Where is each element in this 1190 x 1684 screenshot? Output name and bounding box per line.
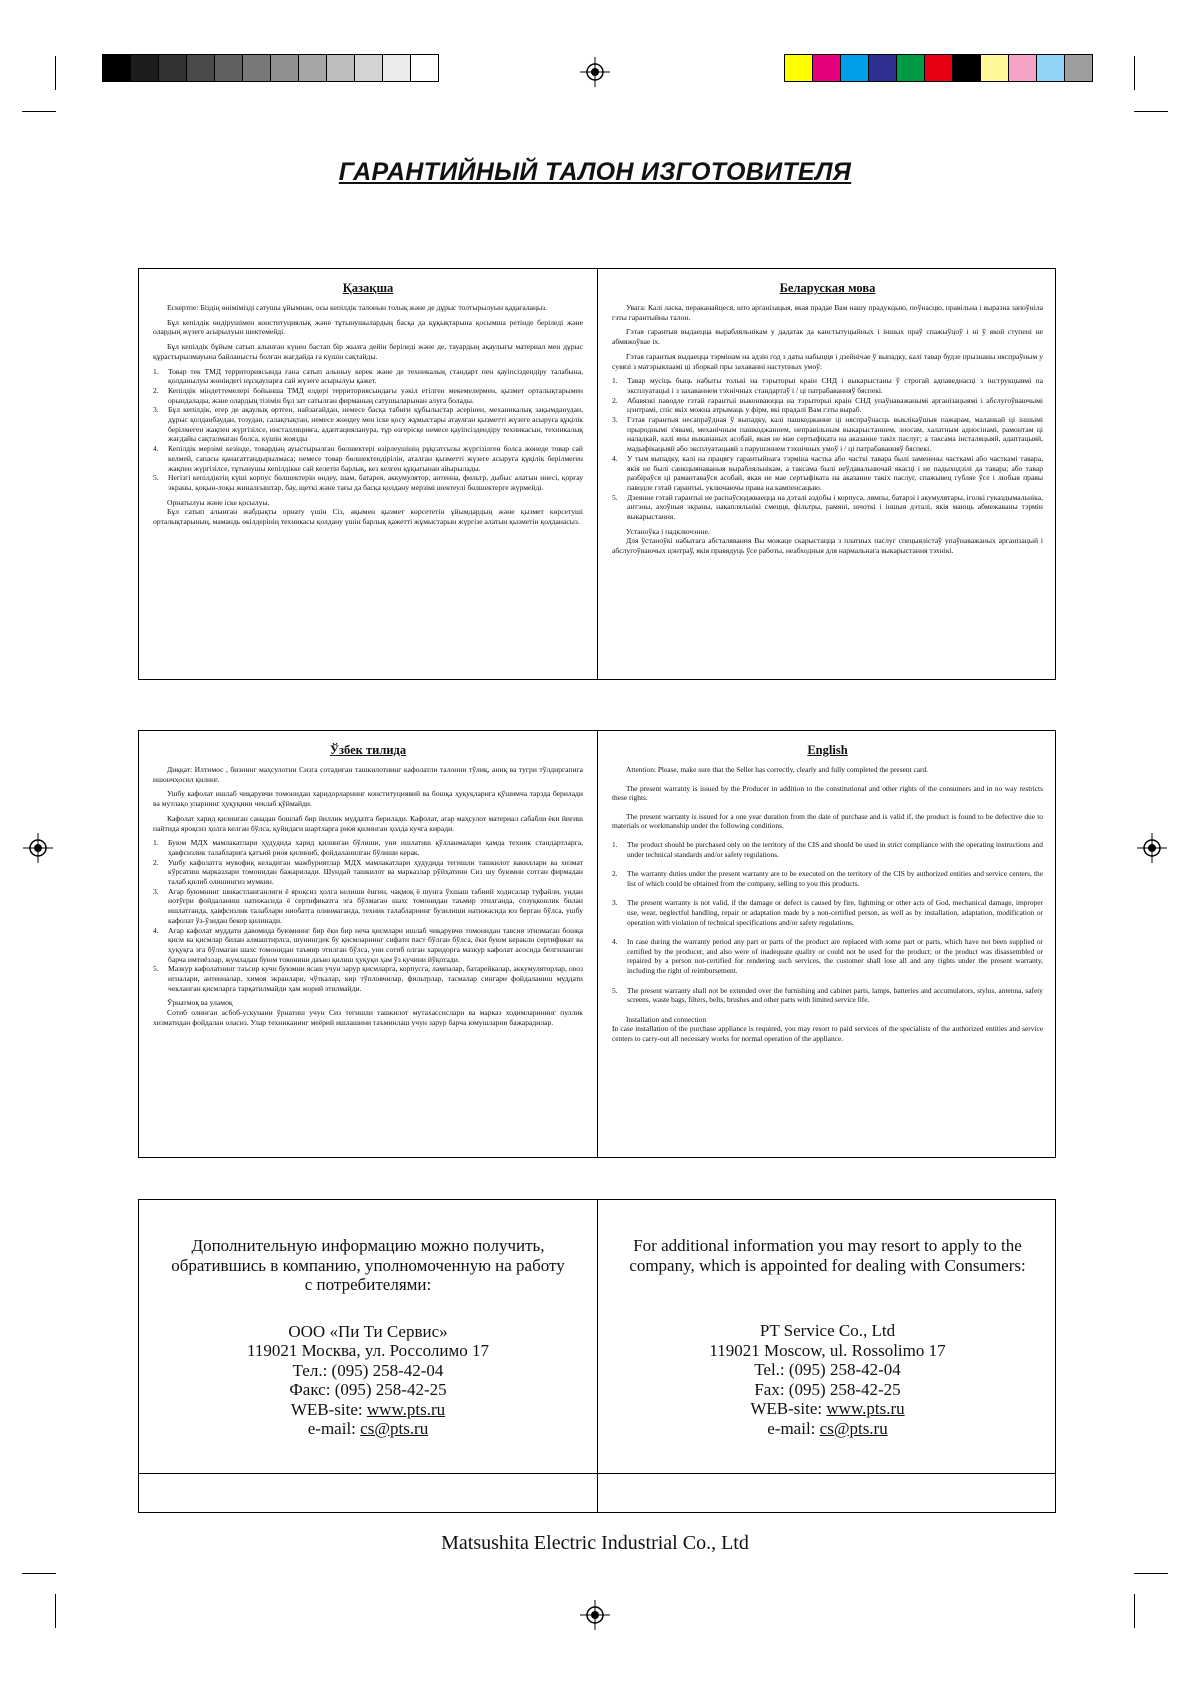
- page-title: ГАРАНТИЙНЫЙ ТАЛОН ИЗГОТОВИТЕЛЯ: [338, 158, 852, 186]
- warranty-box-uz-en: [138, 730, 1056, 1158]
- installation-text: In case installation of the purchase appliance is required, you may resort to paid services of the specialists of the authorized entities and service centers to carry-out all necessary works for normal operation of the appliance.: [612, 1024, 1043, 1043]
- list-item: Кепілдік мерзімі кезінде, товардың ауыстырылған бөлшектері өзірлеушінің рұқсатсызы жүргізілген болса жөнеде товар сай келмей, сапасы қанағаттандырылмаса; немесе товар бөлшектендірілін, аталған қызметті жүзеге асыруға құқілік берілмеген жақпен жүргізілсе, тұтынушы кепілдікке сай келетін барлық, кез келген құқығынан айырылады.: [168, 444, 583, 473]
- color-swatch: [1036, 54, 1065, 82]
- fax: Факс: (095) 258-42-25: [289, 1380, 447, 1399]
- color-swatch: [270, 54, 299, 82]
- list-item: Мазкур кафолатнинг таъсир кучи буюмни ясаш учун зарур қисмларга, корпусга, лампалар, батарейкалар, аккумуляторлар, овоз игналари, антенналар, химоя экранлари, чўткалар, кир тўпловчилар, фильтрлар, тасмалар сингари фойдаланиш муддати чекланган қисмларга тарқатилмайди ҳам жорий этилмайди.: [168, 964, 583, 993]
- warranty-box-kz-by: [138, 268, 1056, 680]
- list-item: Агар кафолат муддати давомида буюмнинг бир ёки бир неча қисмлари ишлаб чиқарувчи томонидан тавсия этилмаган бошқа қисм ва қисмлар билан алмаштирлса, шунингдек бу қисмларнинг сифати паст бўлган бўлса, ёки буюм кераклн сертификат ва ҳуқуқга эга бўлмаган шахс томонидан таъмир этилган бўлса, уни сотиб олган харидорга мазкур кафолат асосида белгиланган барча имтиёзлар, жумладан буюм товонини даъво қилиш ҳуқуқи ҳам ўз кучини йўқотади.: [168, 925, 583, 964]
- crop-mark: [55, 56, 56, 90]
- paragraph: Бұл кепілдік бұйым сатып алынған күнен бастап бір жылға дейін беріледі және де, тауардың ақаулығы материал мен дұрыс құрастырылмауына байланысты болған жағдайда ға күшін сақтайды.: [153, 342, 583, 361]
- list-item: Бұл кепілдік, егер де ақаулық өртген, найзағайдан, немесе басқа табиғи құбылыстар әсерінен, механикалық зақымданудан, дұрыс қолданбаудан, тозудан, салақтықтан, немесе жөндеу мен іске қосу жұмыстары атаулған қызметті жүзеге асыруға құқілік берілмеген жақпен жүргізілсе, инсталляцияға, адаптацияланура, тұр өзгерісқе немесе қауіпсіздендіру техникасын, техникалық жағдайы сақталмаған болса, күшін жоязды: [168, 405, 583, 444]
- company-name: ООО «Пи Ти Сервис»: [288, 1321, 448, 1341]
- registration-target-icon: [580, 1600, 610, 1630]
- contact-ru: [139, 1200, 598, 1476]
- paragraph: Attention: Please, make sure that the Seller has correctly, clearly and fully completed the present card.: [626, 765, 929, 774]
- color-bar: [784, 54, 1092, 82]
- list-item: Гэтая гарантыя несапраўдная ў выпадку, калі пашкоджанне ці няспраўнасць выклікаўшыя пажарам, маланкай ці іншымі прыроднымі з'явамі, механічным пашкоджаннем, неправільным выкарыстаннем, зносам, халатным адносінамі, рамонтам ці наладкай, калі яны выкананых асобай, якая не мае сертыфіката на аказанне такіх паслуг; а таксама інсталяцыяй, адаптацыяй, мадыфікацыяй або эксплуатацыяй з парушэннем тэхнічных умоў і / ці патрабаванняў бяспекі.: [627, 415, 1043, 454]
- address: 119021 Москва, ул. Россолимо 17: [246, 1341, 490, 1360]
- company-name: PT Service Co., Ltd: [759, 1321, 896, 1340]
- registration-target-icon: [580, 57, 610, 87]
- crop-mark: [1134, 56, 1135, 90]
- color-swatch: [214, 54, 243, 82]
- section-heading: Беларуская мова: [779, 281, 876, 295]
- color-swatch: [840, 54, 869, 82]
- section-heading: Ўзбек тилида: [329, 743, 407, 757]
- contact-en: [598, 1200, 1057, 1476]
- list-item: Кепілдік міндеттемелері бойынша ТМД елдері территориясындағы уәкіл етілген мекемелермен, қызмет орталықтарымен орындалады, және олардың тізімін бұл зат сатылған фирманың сатушыларынан алуға болады.: [168, 385, 583, 405]
- color-swatch: [298, 54, 327, 82]
- grayscale-bar: [102, 54, 438, 82]
- list-item: Дзеянне гэтай гарантыі не распаўсюджваецца на дэталі аздобы і корпуса, лямпы, батарэі і акумулятары, іголкі гуказдымальніка, антэны, ахоўныя экраны, накапляльнікі смецця, фільтры, рамяні, шчоткі і іншыя дэталі, якія маюць абмежаваны тэрмін выкарыстання.: [627, 492, 1044, 522]
- list-item: Негізгі кепілдіктің күші корпус бөлшектерін өндеу, шам, батарея, аккумулятор, антенна, фильтр, дыбыс алатын инесі, қорғау экраны, қоқын-лоқы жиналғыштар, бау, щеткі және тағы да басқа қолдану мерзімі шектеулі бөлшектерге жүрмейді.: [168, 473, 583, 492]
- list-item: Тавар мусіць быць набыты толькі на тэрыторыі краін СНД і выкарыстаны ў строгай адпаведнасці з інструкцыямі па эксплуатацыі і з захаваннем тэхнічных стандартаў і / ці патрабаванняў бяспекі.: [627, 376, 1043, 395]
- conditions-list: [153, 367, 583, 493]
- list-item: У тым выпадку, калі на працягу гарантыйнага тэрміна частка або часткі тавара былі заменены часткамі або часткамі тавара, якія не былі санкцыянаваныя вырабляльнікам, а таксама былі неўдавальнючай якасці і не падыходзілі да тавара; або тавар разбіраўся ці рамантаваўся асобай, якая не мае сертыфіката на аказанне такіх паслуг, спажывец губляе ўсе і любыя правы паводле гэтай гарантыі, уключаючы права на кампенсацыю.: [627, 453, 1043, 492]
- address: 119021 Moscow, ul. Rossolimo 17: [709, 1340, 946, 1360]
- installation-heading: Устаноўка і падключэнне.: [626, 526, 710, 536]
- crop-mark: [1134, 1594, 1135, 1628]
- website-label: WEB-site:: [750, 1399, 823, 1418]
- color-swatch: [924, 54, 953, 82]
- info-line: с потребителями:: [304, 1275, 432, 1294]
- paragraph: Кафолат харид қилинган санадан бошлаб бир йиллик муддатга берилади. Кафолат, агар маҳсулот материал сабабли ёки йиғиш пайтида яроқсиз ҳолга келган бўлса, қуйидаги шартларга риоя қилинган ҳолда кучга киради.: [153, 813, 583, 833]
- color-swatch: [868, 54, 897, 82]
- empty-stamp-row: [139, 1473, 1055, 1512]
- english-column: [598, 731, 1057, 1157]
- email-row: [139, 1419, 597, 1439]
- color-swatch: [1008, 54, 1037, 82]
- manufacturer-name: Matsushita Electric Industrial Co., Ltd: [441, 1532, 749, 1554]
- paragraph: Увага: Калі ласка, пераканайцеся, што арганізацыя, якая прадае Вам нашу прадукцыю, поўнасцю, правільна і выразна запоўніла гэты гарантыйны талон.: [612, 303, 1043, 322]
- email-link[interactable]: cs@pts.ru: [360, 1419, 429, 1438]
- website-label: WEB-site:: [290, 1399, 363, 1419]
- list-item: The present warranty is not valid, if the damage or defect is caused by fire, lightning or other acts of God, mechanical damage, improper use, wear, neglectful handling, repair or adaptation made by a non-certified person, as well as by installation, adaptation, modification or operation with violation of technical specifications and/or safety regulations.: [627, 898, 1043, 927]
- section-heading: Қазақша: [342, 281, 394, 295]
- phone: Tel.: (095) 258-42-04: [754, 1360, 901, 1379]
- paragraph: Ушбу кафолат ишлаб чиқарувчи томонидан харидорларнинг конституциявий ва бошқа ҳуқуқларига қўшимча тарзда берилади ва мутлақо уларнинг ҳуқуқини чеклаб қўймайди.: [153, 789, 583, 809]
- list-item: Товар тек ТМД территориясында ғана сатып алыныу керек және де техникалық стандарт пен қауіпсіздендіру талабына, қолданылуы жөніндегі нұсқауларға сай жүзеге асырылуы қажет.: [168, 366, 583, 386]
- list-item: In case during the warranty period any part or parts of the product are replaced with some part or parts, which have not been supplied or certified by the producer, and also were of inadequate quality or could not be used for the product; or the product was disassembled or repaired by a person not-certified for rendering such services, the customer shall lose all and any rights under the present warranty, including the right of reimbursement.: [627, 937, 1043, 975]
- paragraph: Бұл кепілдік өндірушімен конституциялық және тұтынушылардың басқа да құқықтарына қосымша ретінде беріледі және олардың жүзеге асырылуын шектемейді.: [153, 317, 583, 337]
- crop-mark: [55, 1594, 56, 1628]
- info-line: For additional information you may resort to apply to the: [633, 1236, 1022, 1255]
- info-line: Дополнительную информацию можно получить,: [191, 1236, 545, 1255]
- list-item: Абавязкі паводле гэтай гарантыі выконваюцца на тэрыторыі краін СНД упаўнаважанымі арганізацыямі і абслугоўваючымі цэнтрамі, спіс якіх можна атрымаць у фірм, які прадалі Вам гэты выраб.: [627, 395, 1043, 415]
- conditions-list: [153, 838, 583, 993]
- info-line: обратившись в компанию, уполномоченную на работу: [171, 1255, 565, 1275]
- installation-heading: Орнатылуы және іске қосылуы.: [167, 497, 270, 507]
- kazakh-column: [139, 269, 598, 679]
- list-item: Ушбу кафолатга мувофиқ келадиган мажбуриятлар МДХ мамлакатлари ҳудудида тегишли ташкилот вакиллари ва хизмат кўрсатиш марказлари томонидан бажарилади. Шундай ташкилот ва марказлар рўйҳатини Сиз шу буюмни сотган фирмадан талаб қилиб олишингиз мумкин.: [168, 857, 583, 887]
- crop-mark: [22, 111, 56, 112]
- color-swatch: [186, 54, 215, 82]
- color-swatch: [354, 54, 383, 82]
- color-swatch: [326, 54, 355, 82]
- website-row: [598, 1399, 1057, 1419]
- paragraph: Диққат: Илтимос , бизнинг маҳсулотни Сизга сотадиган ташкилотнинг кафолатли талонни тўлиқ, аниқ ва тугри тўлдиргапига ишончҳосил қилинг.: [153, 765, 583, 784]
- color-swatch: [952, 54, 981, 82]
- registration-target-icon: [1137, 833, 1167, 863]
- info-line: company, which is appointed for dealing with Consumers:: [629, 1255, 1026, 1275]
- list-item: Агар буюмнинг шикастланганлиги ё яроқсиз ҳолга келиши ёнғин, чақмоқ ё шунга ўхшаш табиий ходисалар туфайли, уидан нотўғри фойдаланиш натижасида ё сертификатга эга бўлмаган шахс томонидан таъмир этилганда, созуқконлик билан ишлатганда, ҳавфсизлик талаблари ниобатга олинмаганда, техник талабларнинг бузилиши натижасида юз берган бўлса, ушбу кафолат ўз-ўзидан бекор қилинади.: [168, 886, 583, 925]
- conditions-list: [612, 376, 1043, 522]
- crop-mark: [1134, 1573, 1168, 1574]
- paragraph: Гэтая гарантыя выдаецца вырабляльнікам у дадатак да канстытуцыйных і іншых праў спажыўцоў і ні ў якой ступені не абмяжоўвае іх.: [612, 327, 1043, 347]
- paragraph: Ескертпе: Біздің өнімімізді сатушы ұйымнан, осы кепілдік талонын толық және де дұрыс толтырылуын қадағалаңыз.: [167, 303, 548, 312]
- paragraph: The present warranty is issued by the Producer in addition to the constitutional and other rights of the consumers and in no way restricts these rights.: [612, 783, 1043, 803]
- belarusian-column: [598, 269, 1057, 679]
- color-swatch: [130, 54, 159, 82]
- crop-mark: [22, 1573, 56, 1574]
- installation-text: Сотиб олинган асбоб-ускунани ўрнатиш учун Сиз тегишли ташкилот мутахассислари ва марказ ходимларининг пуллик хизматидан фойдалан оласиз. Улар техниканинг меёрий ишлашини таъминлаш учун зарур барча юмушларни бажарадилар.: [153, 1008, 583, 1027]
- color-swatch: [242, 54, 271, 82]
- uzbek-column: [139, 731, 598, 1157]
- color-swatch: [980, 54, 1009, 82]
- email-row: [598, 1419, 1057, 1439]
- color-swatch: [410, 54, 439, 82]
- list-item: The warranty duties under the present warranty are to be executed on the territory of the CIS by authorized entities and service centers, the list of which could be obtained from the company, selling to you this products.: [627, 869, 1043, 888]
- color-swatch: [158, 54, 187, 82]
- crop-mark: [1134, 111, 1168, 112]
- email-label: e-mail:: [767, 1418, 816, 1438]
- installation-heading: Installation and connection: [626, 1014, 707, 1024]
- color-swatch: [812, 54, 841, 82]
- fax: Fax: (095) 258-42-25: [754, 1379, 901, 1399]
- color-swatch: [102, 54, 131, 82]
- installation-text: Для ўстаноўкі набытага абсталявання Вы можаце скарыстацца з платных паслуг спецыялістаў упаўнаважаных арганізацый і абслугоўваючых цэнтраў, якія правядуць ўсе работы, неабходныя для нармальнага выкарыстання тэхнікі.: [612, 536, 1043, 556]
- conditions-list: [612, 840, 1043, 1005]
- phone: Тел.: (095) 258-42-04: [292, 1360, 444, 1380]
- list-item: The present warranty shall not be extended over the furnishing and cabinet parts, lamps, batteries and accumulators, stylus, antenna, safety screens, waste bags, filters, belts, brushes and other parts with limited service life.: [627, 985, 1043, 1005]
- paragraph: Гэтая гарантыя выдаецца тэрмінам на адзін год з даты набыцця і дзейнічае ў выпадку, калі тавар будзе прызнаны няспраўным у сувязі з матэрыялаамі ці зборкай пры захаванні наступных умоў:: [612, 351, 1043, 371]
- contact-box: [138, 1199, 1056, 1513]
- color-swatch: [382, 54, 411, 82]
- paragraph: The present warranty is issued for a one year duration from the date of purchase and is valid if, the product is found to be defective due to materials or workmanship under the following conditions.: [612, 811, 1043, 831]
- website-link[interactable]: www.pts.ru: [826, 1399, 905, 1418]
- email-link[interactable]: cs@pts.ru: [819, 1418, 888, 1438]
- color-swatch: [1064, 54, 1093, 82]
- section-heading: English: [807, 743, 848, 757]
- color-swatch: [896, 54, 925, 82]
- list-item: The product should be purchased only on the territory of the CIS and should be used in strict compliance with the operating instructions and under technical standards and/or safety regulations.: [627, 839, 1043, 859]
- installation-text: Бұл сатып алынған жабдықты орнату үшін Сіз, ақымен қызмет көрсететін ұйымдардың және қызмет көрсетуші орталықтарының, мамандь өкілдерінің техникасы қолдану үшін барлық қажетті жұмыстарын жүргізе алатын қызметін қолданасыз.: [153, 507, 583, 527]
- color-swatch: [784, 54, 813, 82]
- registration-target-icon: [23, 833, 53, 863]
- website-row: [139, 1400, 597, 1420]
- website-link[interactable]: www.pts.ru: [366, 1399, 446, 1419]
- installation-heading: Ўрнатмоқ ва уламоқ: [167, 998, 233, 1008]
- list-item: Буюм МДХ мамлакатлари ҳудудида харид қилинган бўлиши, уни ишлатиш қўлланмалари ҳамда техник стандартларга, ҳавфсизлик талабларига қатъий риоя қилиниб, фойдаланилган бўлиши керак.: [168, 838, 583, 857]
- email-label: e-mail:: [307, 1419, 356, 1438]
